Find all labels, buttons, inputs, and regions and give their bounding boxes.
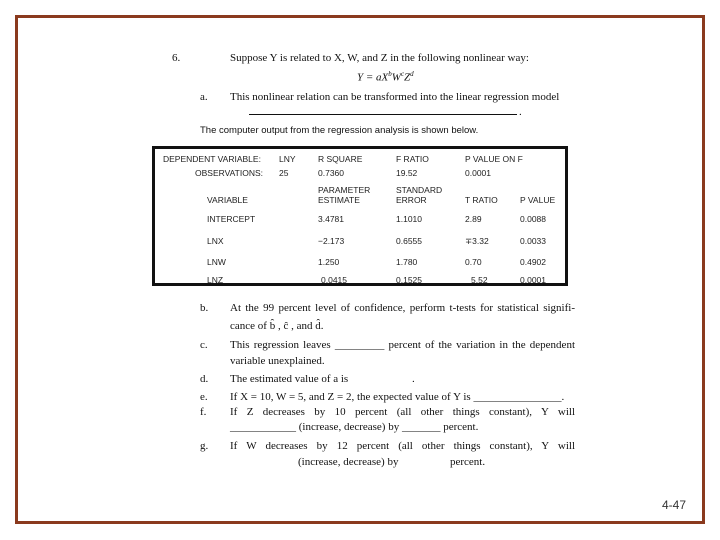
part-b-line2: cance of b̂ , ĉ , and d̂. — [230, 320, 324, 332]
p-value-on-f-value: 0.0001 — [465, 168, 491, 178]
part-a-text: This nonlinear relation can be transformed into the linear regression model — [230, 91, 560, 103]
row-intercept-p: 0.0088 — [520, 214, 546, 224]
row-intercept-estimate: 3.4781 — [318, 214, 344, 224]
part-f-line2: ____________ (increase, decrease) by _______ percent. — [230, 421, 479, 433]
part-g-letter: g. — [200, 440, 209, 452]
t-ratio-header: T RATIO — [465, 195, 498, 205]
part-g-line2: (increase, decrease) by — [298, 456, 399, 468]
row-lnw-t: 0.70 — [465, 257, 482, 267]
regression-output-table — [152, 146, 568, 286]
part-e-letter: e. — [200, 391, 208, 403]
part-c-line1: This regression leaves _________ percent of the variation in the dependent — [230, 339, 575, 351]
part-d-period: . — [412, 373, 415, 385]
row-lnz-variable: LNZ — [207, 275, 224, 285]
row-lnx-estimate: −2.173 — [318, 236, 345, 246]
row-lnx-error: 0.6555 — [396, 236, 422, 246]
f-ratio-value: 19.52 — [396, 168, 418, 178]
part-f-line1: If Z decreases by 10 percent (all other things constant), Y will — [230, 406, 575, 418]
part-c-letter: c. — [200, 339, 208, 351]
r-square-value: 0.7360 — [318, 168, 344, 178]
part-e-text: If X = 10, W = 5, and Z = 2, the expected value of Y is ________________. — [230, 391, 565, 403]
part-f-letter: f. — [200, 406, 207, 418]
nonlinear-equation: $Y = aX^bW^cZ^d$ — [357, 70, 414, 84]
p-value-on-f-label: P VALUE ON F — [465, 154, 523, 164]
variable-header: VARIABLE — [207, 195, 248, 205]
question-number: 6. — [172, 52, 181, 64]
part-g-line2-end: percent. — [450, 456, 486, 468]
standard-header: STANDARD — [396, 185, 443, 195]
row-lnw-estimate: 1.250 — [318, 257, 340, 267]
question-intro: Suppose Y is related to X, W, and Z in the following nonlinear way: — [230, 52, 529, 64]
row-lnx-t: ∓3.32 — [465, 236, 489, 246]
row-lnz-error: 0.1525 — [396, 275, 422, 285]
row-lnx-p: 0.0033 — [520, 236, 546, 246]
r-square-label: R SQUARE — [318, 154, 363, 164]
part-g-line1: If W decreases by 12 percent (all other things constant), Y will — [230, 440, 575, 452]
page-number: 4-47 — [662, 498, 687, 512]
part-b-letter: b. — [200, 302, 209, 314]
row-lnw-variable: LNW — [207, 257, 226, 267]
row-lnw-p: 0.4902 — [520, 257, 546, 267]
part-a-letter: a. — [200, 91, 208, 103]
parameter-header: PARAMETER — [318, 185, 371, 195]
f-ratio-label: F RATIO — [396, 154, 429, 164]
row-lnx-variable: LNX — [207, 236, 224, 246]
error-header: ERROR — [396, 195, 427, 205]
row-lnz-t: 5.52 — [471, 275, 488, 285]
part-b-line1: At the 99 percent level of confidence, perform t-tests for statistical signifi- — [230, 302, 575, 314]
part-a-answer-blank — [249, 114, 517, 115]
part-c-line2: variable unexplained. — [230, 355, 325, 367]
computer-output-intro: The computer output from the regression analysis is shown below. — [200, 125, 479, 136]
part-a-period: . — [519, 106, 522, 118]
part-d-letter: d. — [200, 373, 209, 385]
p-value-header: P VALUE — [520, 195, 556, 205]
row-intercept-variable: INTERCEPT — [207, 214, 256, 224]
observations-label: OBSERVATIONS: — [195, 168, 264, 178]
estimate-header: ESTIMATE — [318, 195, 360, 205]
part-d-text: The estimated value of a is — [230, 373, 349, 385]
dependent-variable-label: DEPENDENT VARIABLE: — [163, 154, 261, 164]
row-lnz-estimate: 0.0415 — [321, 275, 347, 285]
row-lnz-p: 0.0001 — [520, 275, 546, 285]
dependent-variable-value: LNY — [279, 154, 296, 164]
observations-value: 25 — [279, 168, 289, 178]
row-intercept-error: 1.1010 — [396, 214, 422, 224]
row-intercept-t: 2.89 — [465, 214, 482, 224]
row-lnw-error: 1.780 — [396, 257, 418, 267]
